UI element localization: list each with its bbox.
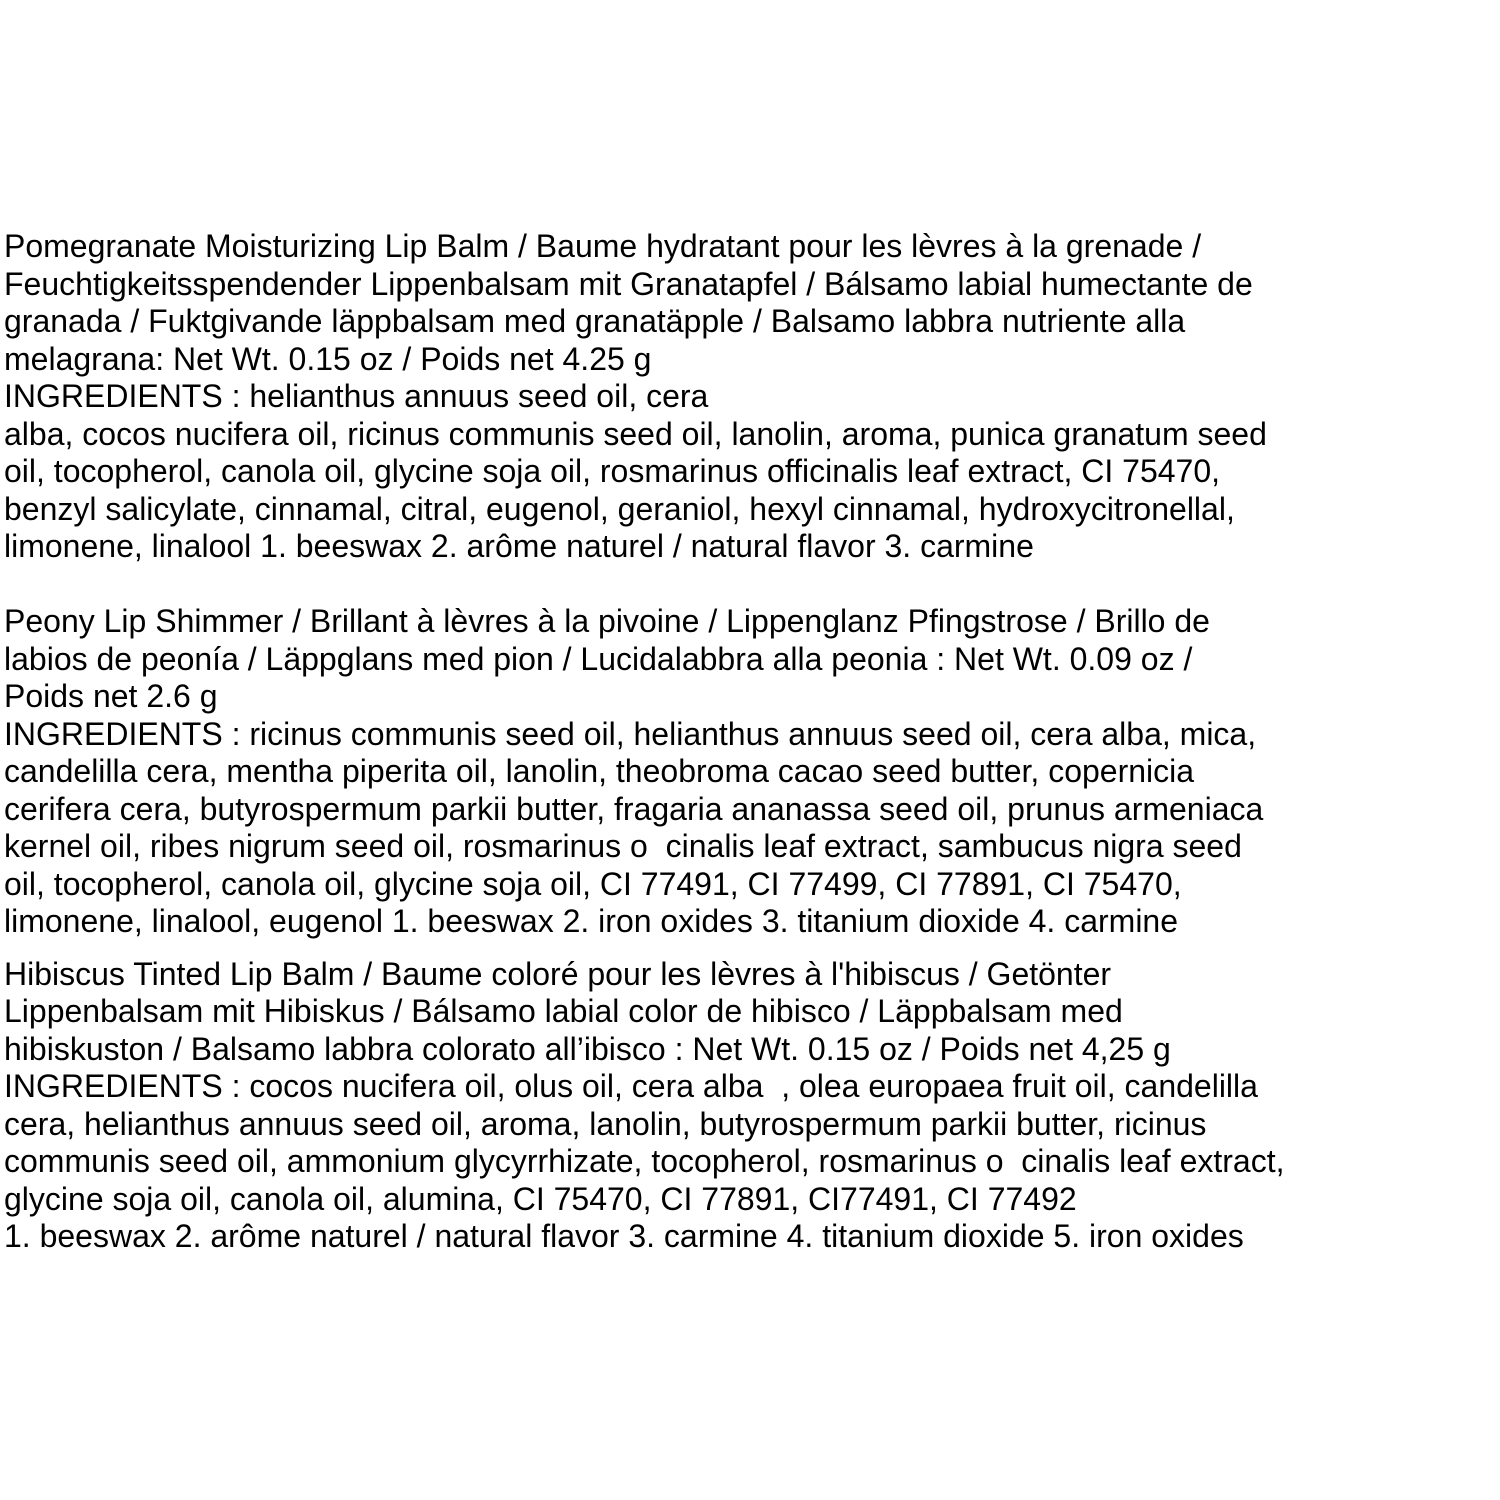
text-line: hibiskuston / Balsamo labbra colorato all’ibisco : Net Wt. 0.15 oz / Poids net 4,25 g xyxy=(4,1030,1171,1067)
text-line: alba, cocos nucifera oil, ricinus communis seed oil, lanolin, aroma, punica granatum seed xyxy=(4,415,1267,452)
text-line: glycine soja oil, canola oil, alumina, CI 75470, CI 77891, CI77491, CI 77492 xyxy=(4,1180,1077,1217)
text-line: cera, helianthus annuus seed oil, aroma, lanolin, butyrospermum parkii butter, ricinus xyxy=(4,1105,1207,1142)
text-line: communis seed oil, ammonium glycyrrhizate, tocopherol, rosmarinus o cinalis leaf extract, xyxy=(4,1143,1285,1179)
text-line: Poids net 2.6 g xyxy=(4,678,218,714)
section-spacer xyxy=(4,566,1498,604)
text-line: Peony Lip Shimmer / Brillant à lèvres à la pivoine / Lippenglanz Pfingstrose / Brillo de xyxy=(4,603,1210,639)
text-line: kernel oil, ribes nigrum seed oil, rosmarinus o cinalis leaf extract, sambucus nigra seed xyxy=(4,828,1242,864)
section-peony-lip-shimmer xyxy=(4,603,1498,941)
text-line: INGREDIENTS : helianthus annuus seed oil, cera xyxy=(4,378,709,414)
text-line: Feuchtigkeitsspendender Lippenbalsam mit Granatapfel / Bálsamo labial humectante de xyxy=(4,265,1253,302)
ingredients-label-text xyxy=(4,228,1498,1256)
text-line: INGREDIENTS : ricinus communis seed oil, helianthus annuus seed oil, cera alba, mica, xyxy=(4,715,1257,752)
text-line: Pomegranate Moisturizing Lip Balm / Baume hydratant pour les lèvres à la grenade / xyxy=(4,228,1202,264)
section-pomegranate-lip-balm xyxy=(4,228,1498,566)
text-line: labios de peonía / Läppglans med pion / Lucidalabbra alla peonia : Net Wt. 0.09 oz / xyxy=(4,640,1193,677)
text-line: 1. beeswax 2. arôme naturel / natural flavor 3. carmine 4. titanium dioxide 5. iron oxides xyxy=(4,1218,1244,1254)
section-hibiscus-tinted-lip-balm xyxy=(4,956,1498,1256)
text-line: candelilla cera, mentha piperita oil, lanolin, theobroma cacao seed butter, copernicia xyxy=(4,753,1195,789)
text-line: granada / Fuktgivande läppbalsam med granatäpple / Balsamo labbra nutriente alla xyxy=(4,303,1186,339)
section-spacer xyxy=(4,941,1498,956)
text-line: limonene, linalool 1. beeswax 2. arôme naturel / natural flavor 3. carmine xyxy=(4,528,1034,564)
text-line: Lippenbalsam mit Hibiskus / Bálsamo labial color de hibisco / Läppbalsam med xyxy=(4,993,1123,1029)
text-line: oil, tocopherol, canola oil, glycine soja oil, rosmarinus officinalis leaf extract, CI 75470, xyxy=(4,453,1221,489)
text-line: oil, tocopherol, canola oil, glycine soja oil, CI 77491, CI 77499, CI 77891, CI 75470, xyxy=(4,865,1182,902)
text-line: Hibiscus Tinted Lip Balm / Baume coloré pour les lèvres à l'hibiscus / Getönter xyxy=(4,955,1112,992)
text-line: INGREDIENTS : cocos nucifera oil, olus oil, cera alba , olea europaea fruit oil, candelilla xyxy=(4,1068,1258,1104)
text-line: cerifera cera, butyrospermum parkii butter, fragaria ananassa seed oil, prunus armeniaca xyxy=(4,790,1264,827)
text-line: limonene, linalool, eugenol 1. beeswax 2. iron oxides 3. titanium dioxide 4. carmine xyxy=(4,903,1179,939)
text-line: benzyl salicylate, cinnamal, citral, eugenol, geraniol, hexyl cinnamal, hydroxycitronellal, xyxy=(4,490,1235,527)
text-line: melagrana: Net Wt. 0.15 oz / Poids net 4.25 g xyxy=(4,340,652,377)
